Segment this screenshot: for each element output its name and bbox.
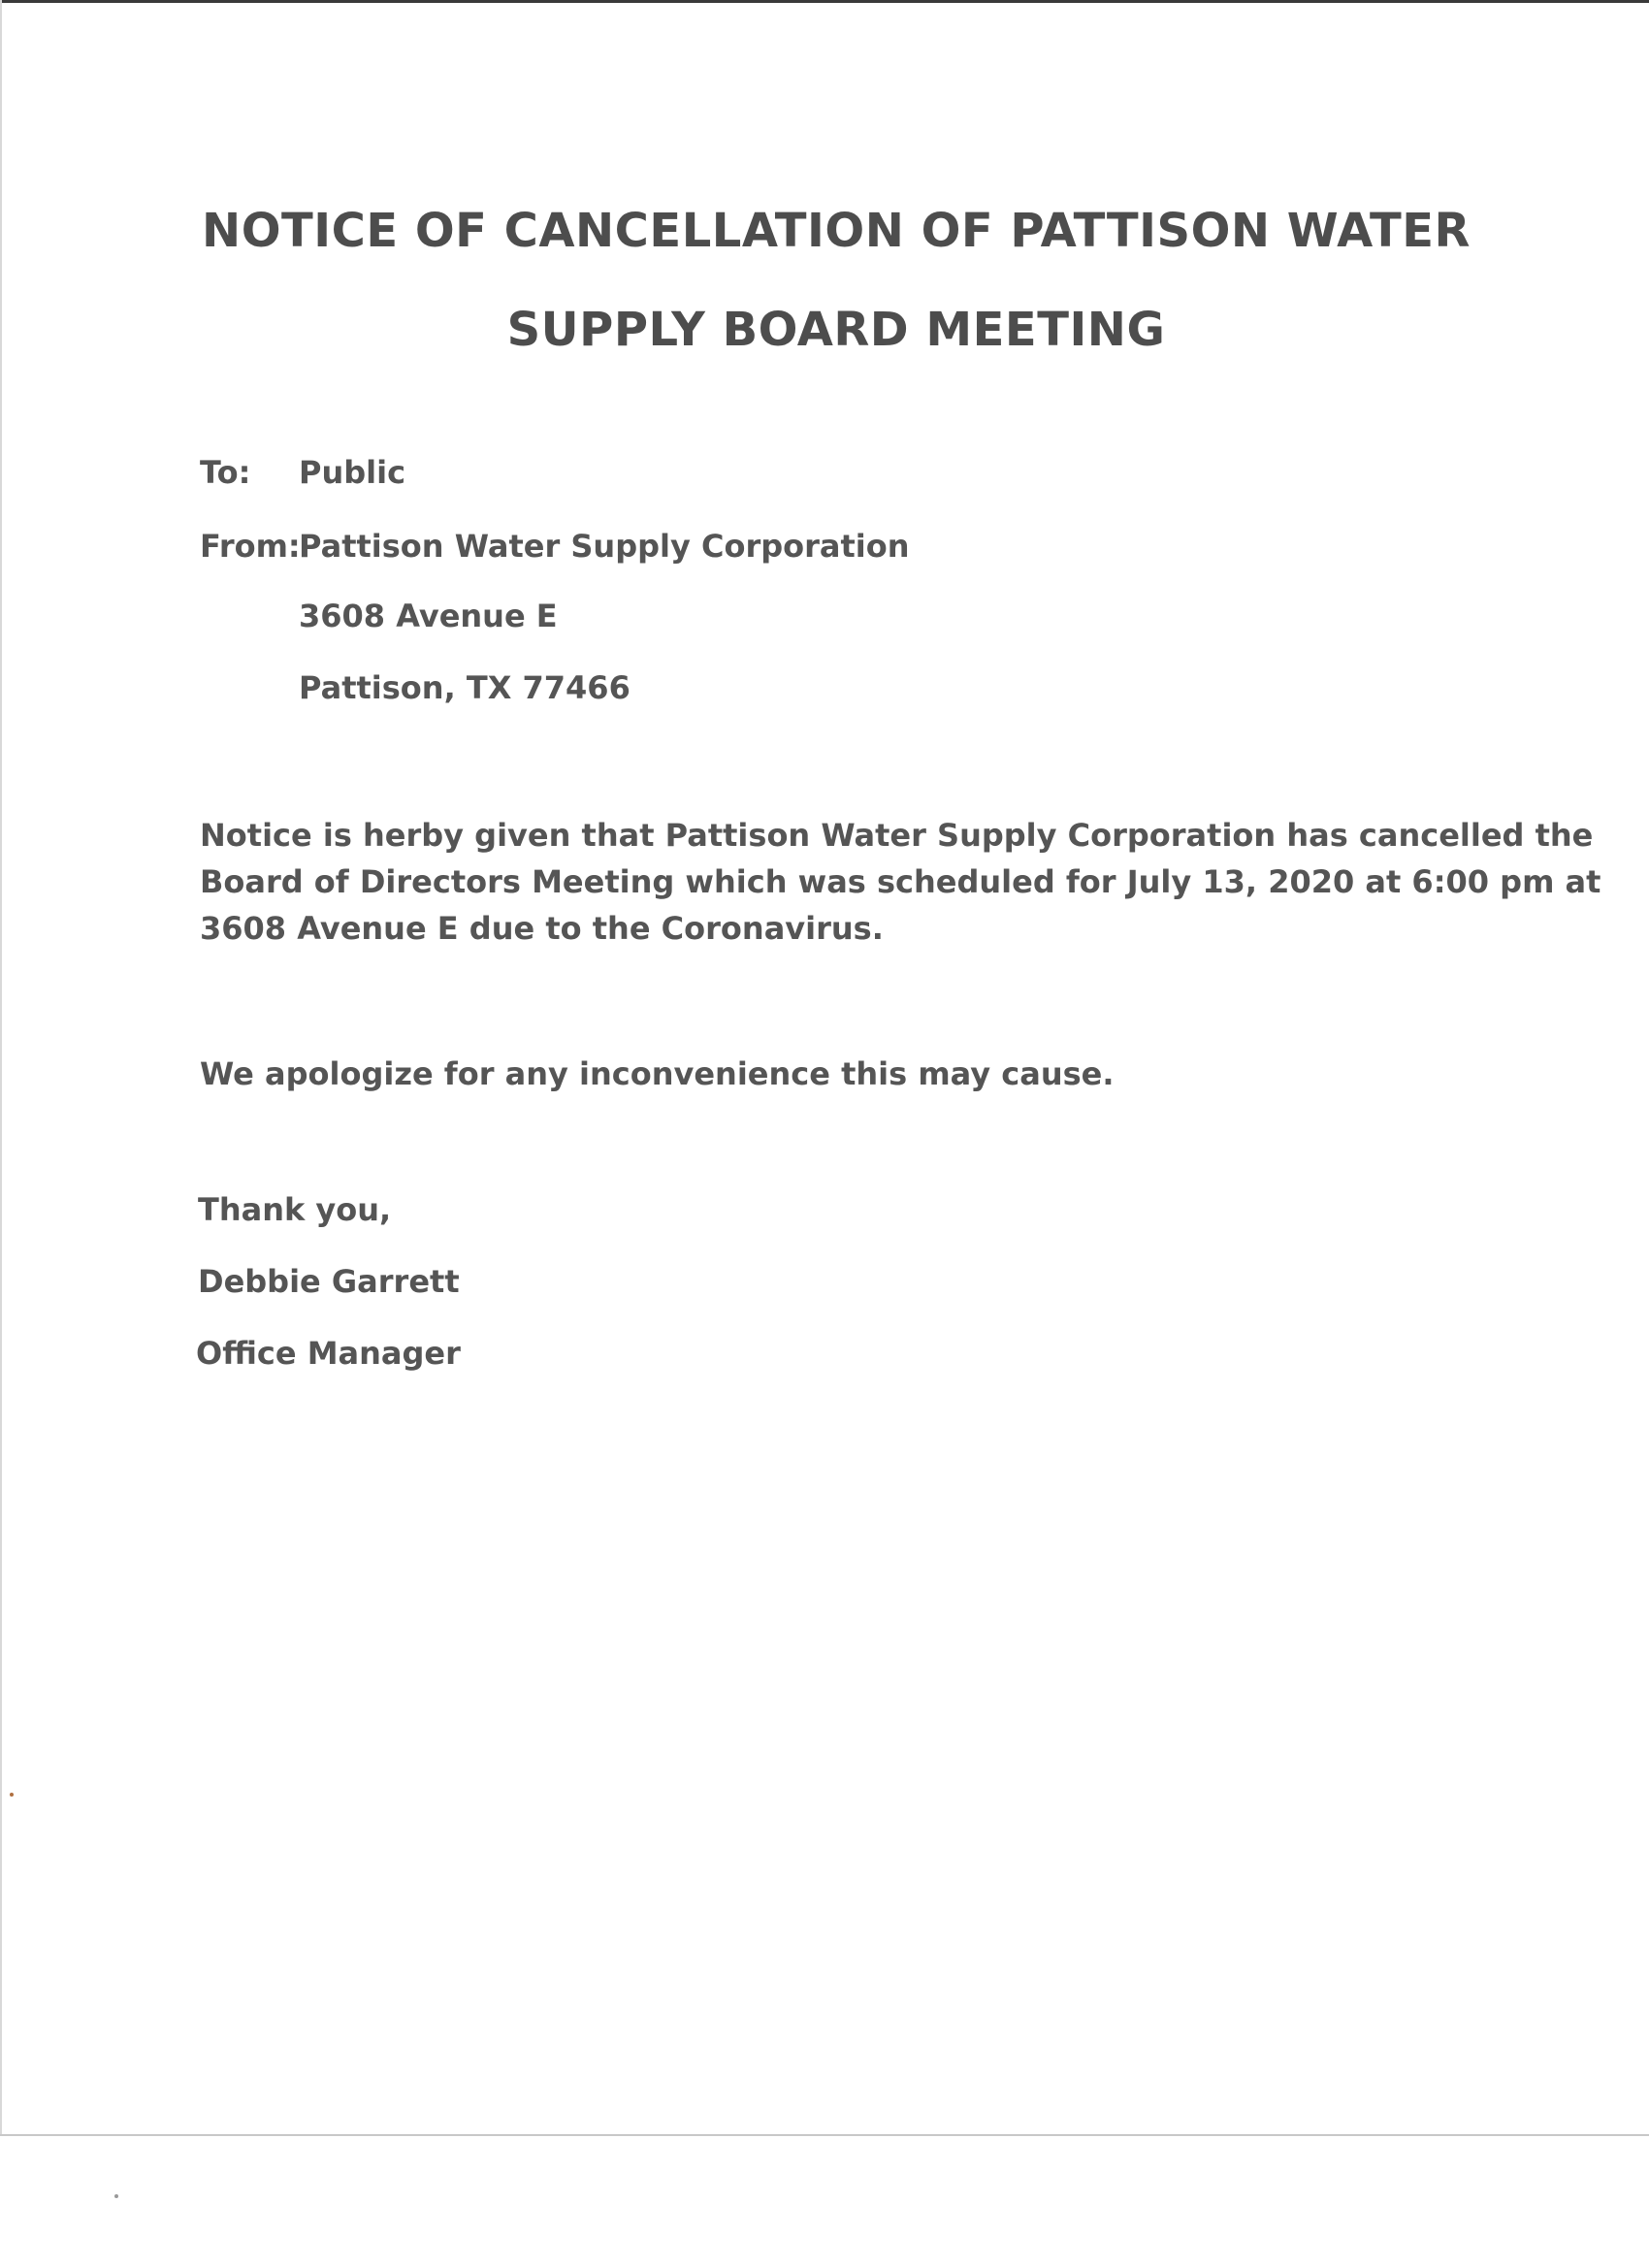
closing-line: Thank you, bbox=[198, 1191, 392, 1228]
scan-bottom-edge bbox=[0, 2134, 1649, 2136]
to-value: Public bbox=[299, 454, 406, 491]
notice-paragraph-line: 3608 Avenue E due to the Coronavirus. bbox=[200, 910, 884, 947]
scan-left-edge bbox=[0, 0, 2, 2134]
notice-paragraph-line: Notice is herby given that Pattison Water Supply Corporation has cancelled the bbox=[200, 817, 1594, 854]
signer-title: Office Manager bbox=[196, 1335, 461, 1372]
address-line-2: Pattison, TX 77466 bbox=[299, 669, 630, 706]
notice-title-line-1: NOTICE OF CANCELLATION OF PATTISON WATER bbox=[202, 204, 1471, 258]
apology-line: We apologize for any inconvenience this may cause. bbox=[200, 1055, 1115, 1092]
scan-top-edge bbox=[0, 0, 1649, 3]
scan-speck bbox=[114, 2194, 118, 2198]
notice-title-line-2: SUPPLY BOARD MEETING bbox=[506, 303, 1166, 357]
from-label: From: bbox=[200, 528, 301, 565]
scan-speck bbox=[10, 1793, 14, 1797]
to-label: To: bbox=[200, 454, 251, 491]
notice-paragraph-line: Board of Directors Meeting which was scheduled for July 13, 2020 at 6:00 pm at bbox=[200, 863, 1601, 900]
address-line-1: 3608 Avenue E bbox=[299, 598, 558, 634]
from-value: Pattison Water Supply Corporation bbox=[299, 528, 910, 565]
signer-name: Debbie Garrett bbox=[198, 1263, 460, 1300]
